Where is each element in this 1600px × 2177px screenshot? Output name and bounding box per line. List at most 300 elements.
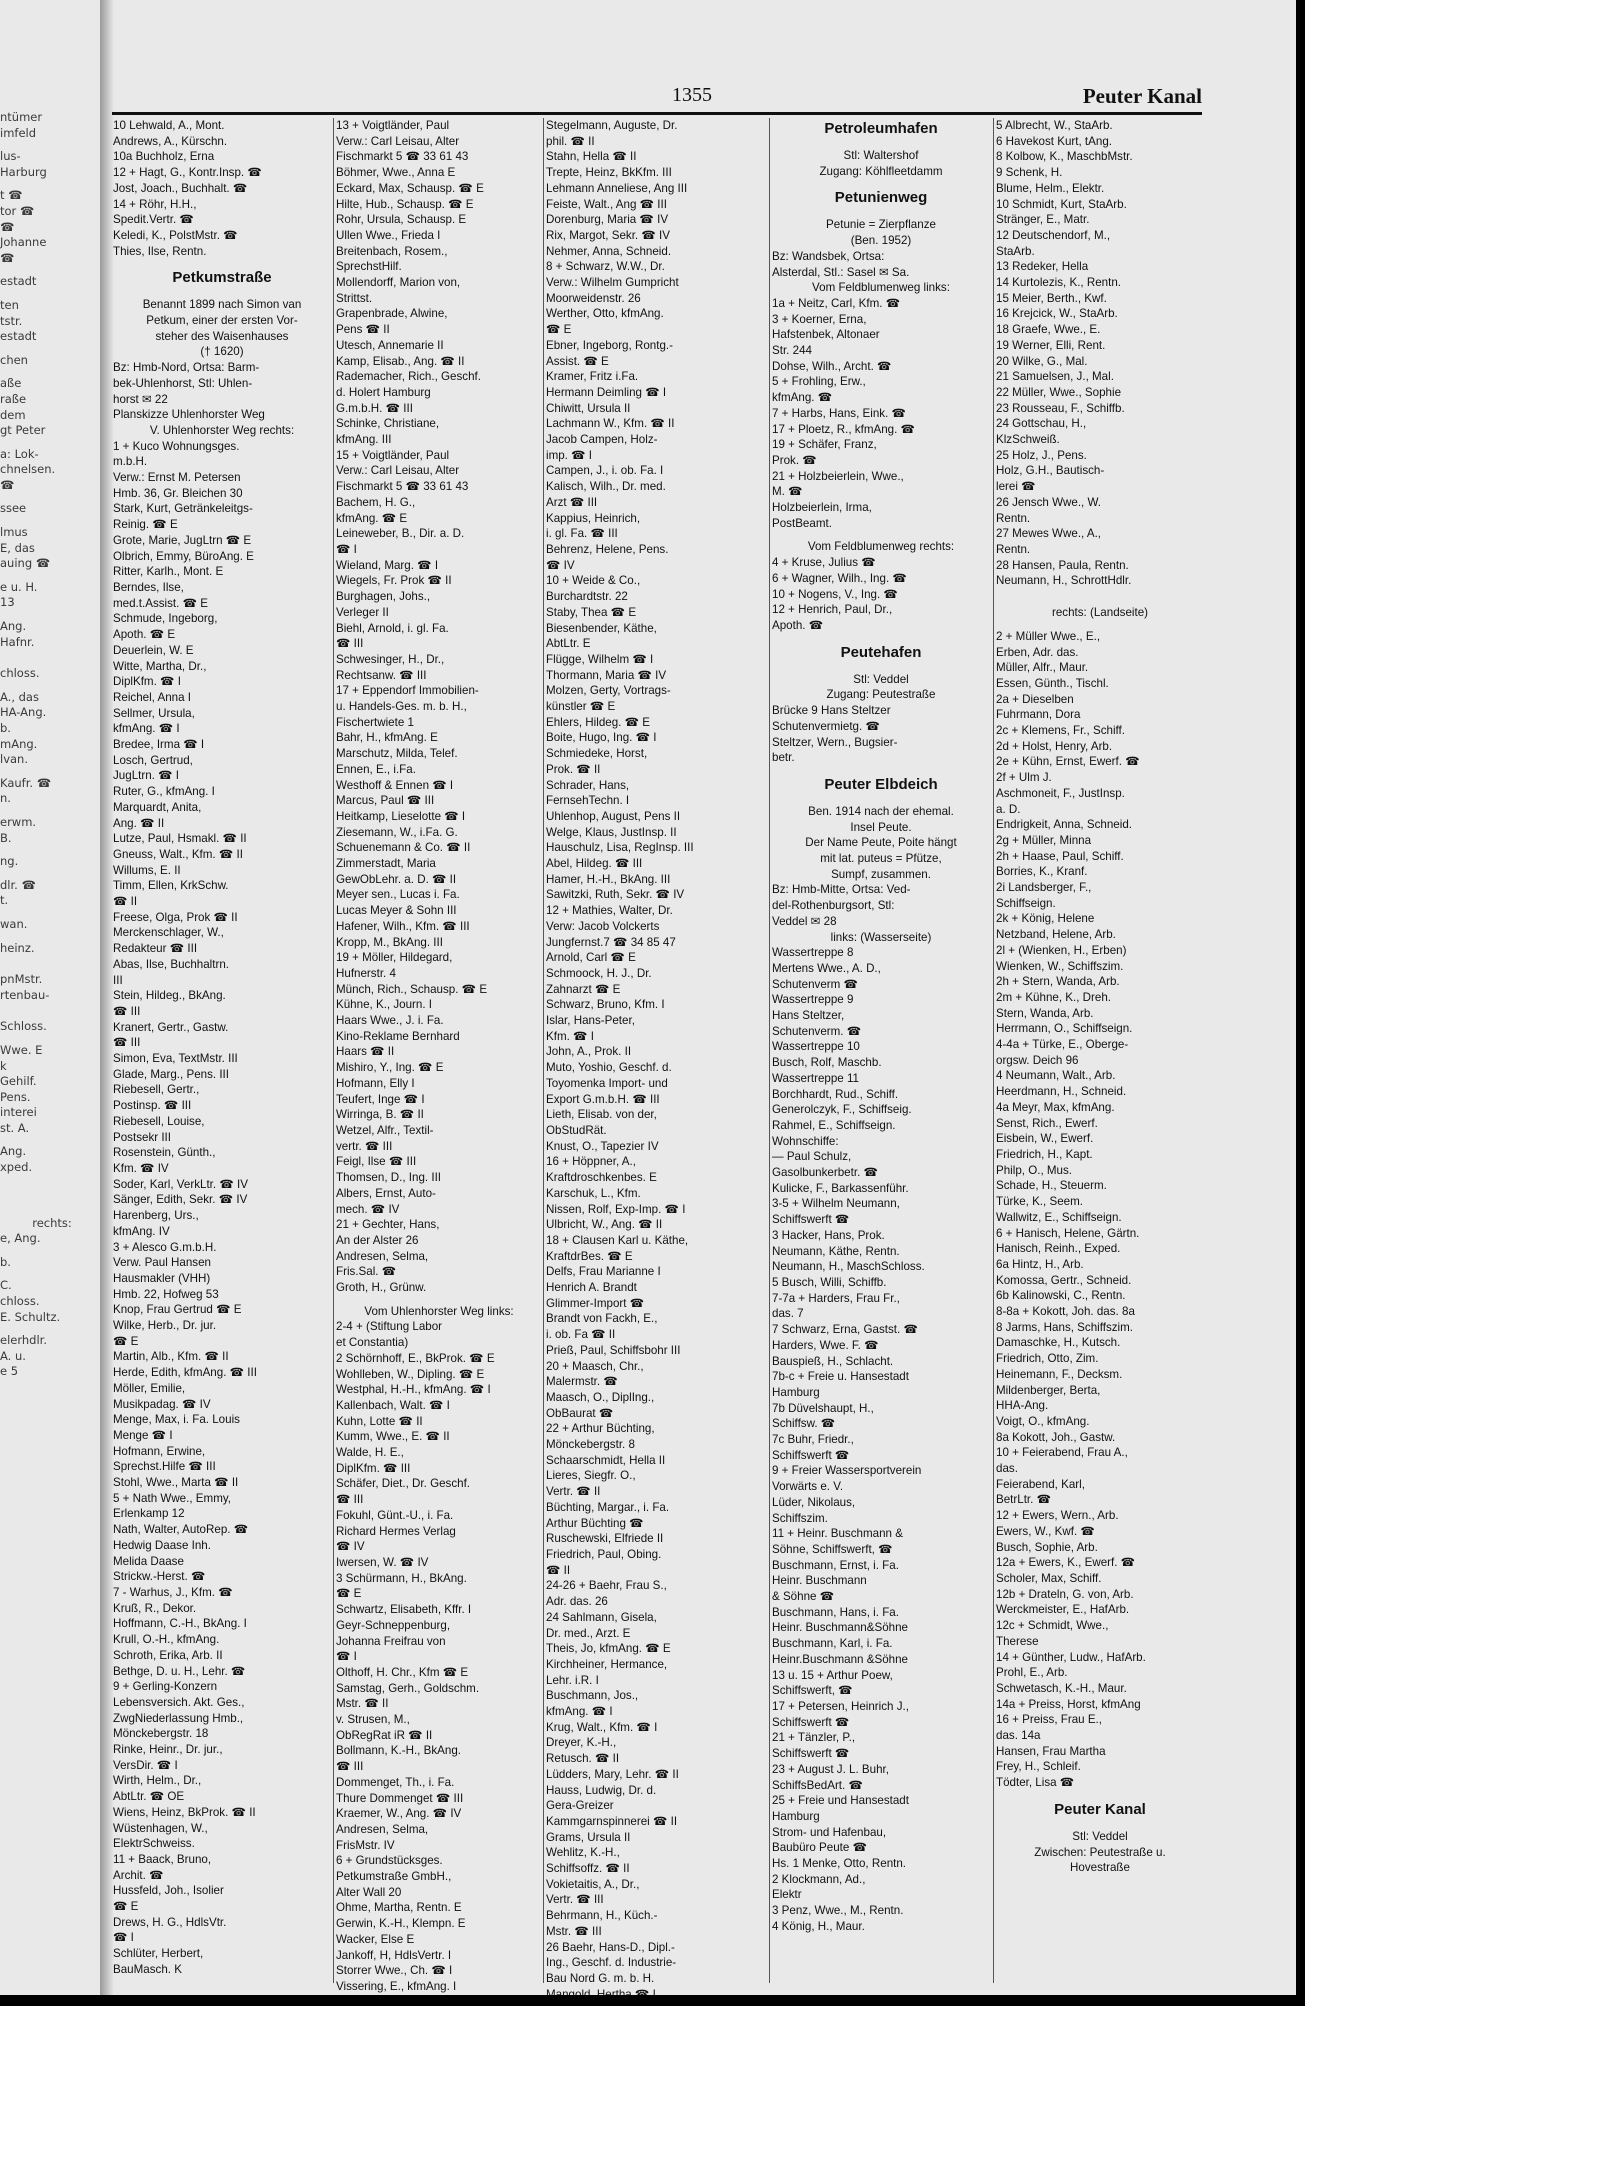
entry-line: Hamburg [772, 1385, 820, 1399]
entry-line: Melida Daase [113, 1554, 184, 1568]
entry-line: († 1620) [200, 345, 244, 359]
street-heading: Petkumstraße [172, 269, 272, 287]
entry-line: Baubüro Peute ☎ [772, 1841, 868, 1855]
entry-line: Uhlenhop, August, Pens II [546, 809, 681, 823]
entry-line: Deuerlein, W. E [113, 643, 194, 657]
entry-line: Müller, Alfr., Maur. [996, 661, 1089, 675]
entry-line: Wassertreppe 10 [772, 1040, 860, 1054]
edge-line [0, 1270, 104, 1278]
entry-line: Kappius, Heinrich, [546, 511, 641, 525]
entry-line: Friedrich, Paul, Obing. [546, 1547, 662, 1561]
entry-line: Werckmeister, E., HafArb. [996, 1603, 1130, 1617]
entry-line: Wiegels, Fr. Prok ☎ II [336, 574, 452, 588]
entry-line: 12 Deutschendorf, M., [996, 228, 1111, 242]
entry-line: Stl: Veddel [853, 672, 909, 686]
entry-line: 14 Kurtolezis, K., Rentn. [996, 276, 1122, 290]
entry-line: 21 + Tänzler, P., [772, 1731, 856, 1745]
edge-line: k [0, 1058, 7, 1073]
entry-line: 6 + Wagner, Wilh., Ing. ☎ [772, 571, 907, 585]
entry-line: Biehl, Arnold, i. gl. Fa. [336, 621, 449, 635]
entry-line: 7 - Warhus, J., Kfm. ☎ [113, 1585, 233, 1599]
entry-line: Grote, Marie, JugLtrn ☎ E [113, 533, 252, 547]
entry-line: Timm, Ellen, KrkSchw. [113, 879, 229, 893]
entry-line: Holzbeierlein, Irma, [772, 501, 872, 515]
entry-line: ☎ III [336, 1493, 364, 1507]
entry-line: Groth, H., Grünw. [336, 1281, 427, 1295]
entry-line: Behrmann, H., Küch.- [546, 1909, 658, 1923]
entry-line: Fris.Sal. ☎ [336, 1265, 397, 1279]
edge-line [0, 611, 104, 619]
entry-line: ☎ E [113, 1900, 139, 1914]
entry-line: mech. ☎ IV [336, 1202, 400, 1216]
edge-line: interei [0, 1105, 37, 1120]
entry-line: 20 + Maasch, Chr., [546, 1359, 644, 1373]
edge-line: C. [0, 1278, 12, 1293]
entry-line: Hauschulz, Lisa, RegInsp. III [546, 841, 694, 855]
entry-line: Kirchheiner, Hermance, [546, 1657, 668, 1671]
edge-line: Kaufr. ☎ [0, 775, 52, 790]
entry-line: Buschmann, Hans, i. Fa. [772, 1605, 899, 1619]
entry-line: Nehmer, Anna, Schneid. [546, 244, 672, 258]
entry-line: 2f + Ulm J. [996, 771, 1052, 785]
entry-line: Hilte, Hub., Schausp. ☎ E [336, 197, 474, 211]
entry-line: Mertens Wwe., A. D., [772, 961, 881, 975]
entry-line: Buschmann, Jos., [546, 1689, 639, 1703]
entry-line: Krull, O.-H., kfmAng. [113, 1633, 220, 1647]
entry-line: Schiffswerft ☎ [772, 1448, 850, 1462]
entry-line: Fischmarkt 5 ☎ 33 61 43 [336, 150, 469, 164]
edge-line [0, 266, 104, 274]
entry-line [113, 289, 331, 297]
entry-line: 6b Kalinowski, C., Rentn. [996, 1289, 1126, 1303]
entry-line: Menge, Max, i. Fa. Louis [113, 1413, 240, 1427]
entry-line [996, 1791, 1204, 1799]
entry-line: 25 Holz, J., Pens. [996, 448, 1087, 462]
edge-line: chloss. [0, 666, 40, 681]
entry-line: ☎ III [113, 1036, 141, 1050]
entry-line: Glade, Marg., Pens. III [113, 1067, 229, 1081]
entry-line: Schwesinger, H., Dr., [336, 652, 445, 666]
entry-line [113, 259, 331, 267]
entry-line: Verw.: Carl Leisau, Alter [336, 464, 460, 478]
entry-line: Bz: Hmb-Mitte, Ortsa: Ved- [772, 883, 911, 897]
entry-line: Meyer sen., Lucas i. Fa. [336, 888, 460, 902]
entry-line: Keledi, K., PolstMstr. ☎ [113, 228, 238, 242]
entry-line: 2 + Müller Wwe., E., [996, 629, 1101, 643]
entry-line: Ruter, G., kfmAng. I [113, 785, 215, 799]
entry-line: 17 + Eppendorf Immobilien- [336, 684, 479, 698]
entry-line: Gera-Greizer [546, 1799, 614, 1813]
entry-line: Friedrich, H., Kapt. [996, 1148, 1093, 1161]
entry-line: Merckenschlager, W., [113, 926, 224, 940]
entry-line: v. Strusen, M., [336, 1713, 410, 1727]
column-1 [113, 118, 331, 1988]
entry-line: Damaschke, H., Kutsch. [996, 1336, 1121, 1350]
street-heading: Petunienweg [834, 189, 928, 207]
entry-line: HHA-Ang. [996, 1399, 1049, 1413]
edge-line: wan. [0, 916, 28, 931]
entry-line: Haars ☎ II [336, 1045, 395, 1059]
entry-line: Staby, Thea ☎ E [546, 605, 637, 619]
entry-line: Schiffswerft, ☎ [772, 1684, 853, 1698]
entry-line: Kuhn, Lotte ☎ II [336, 1414, 423, 1428]
entry-line: 3-5 + Wilhelm Neumann, [772, 1197, 900, 1211]
entry-line: Haars Wwe., J. i. Fa. [336, 1014, 444, 1028]
entry-line: ☎ II [546, 1563, 571, 1577]
entry-line: Hamer, H.-H., BkAng. III [546, 872, 671, 886]
previous-page-edge [0, 110, 104, 1980]
entry-line: Dohse, Wilh., Archt. ☎ [772, 359, 892, 373]
entry-line: Wirth, Helm., Dr., [113, 1774, 202, 1788]
entry-line: 26 Jensch Wwe., W. [996, 495, 1102, 509]
entry-line: Ruschewski, Elfriede II [546, 1532, 664, 1546]
entry-line: Petunie = Zierpflanze [826, 218, 936, 232]
entry-line: Knust, O., Tapezier IV [546, 1139, 659, 1153]
edge-line: dem [0, 407, 26, 422]
entry-line: Biesenbender, Käthe, [546, 621, 657, 635]
entry-line: Rix, Margot, Sekr. ☎ IV [546, 228, 670, 242]
entry-line: Lüdders, Mary, Lehr. ☎ II [546, 1767, 679, 1781]
entry-line: Schäfer, Diet., Dr. Geschf. [336, 1477, 471, 1491]
entry-line: 4 Neumann, Walt., Arb. [996, 1069, 1116, 1083]
entry-line: Henrich A. Brandt [546, 1281, 637, 1295]
entry-line: Grams, Ursula II [546, 1830, 631, 1844]
entry-line: 2h + Haase, Paul, Schiff. [996, 849, 1124, 863]
entry-line: 8 Kolbow, K., MaschbMstr. [996, 150, 1133, 164]
entry-line: PostBeamt. [772, 516, 832, 530]
edge-line: gt Peter [0, 423, 46, 438]
entry-line [772, 531, 990, 539]
entry-line: Burchardtstr. 22 [546, 590, 628, 604]
entry-line: Wassertreppe 9 [772, 993, 854, 1007]
entry-line: Stohl, Wwe., Marta ☎ II [113, 1476, 239, 1490]
edge-line [0, 1184, 104, 1192]
entry-line: Malermstr. ☎ [546, 1375, 618, 1389]
entry-line: Leineweber, B., Dir. a. D. [336, 527, 465, 541]
entry-line: ZwgNiederlassung Hmb., [113, 1711, 244, 1725]
edge-line: Hafnr. [0, 634, 35, 649]
entry-line: Andrews, A., Kürschn. [113, 134, 228, 148]
entry-line: Toyomenka Import- und [546, 1076, 668, 1090]
edge-line: B. [0, 830, 12, 845]
entry-line: Apoth. ☎ E [113, 628, 176, 642]
entry-line: Hermann Deimling ☎ I [546, 385, 667, 399]
entry-line: 2c + Klemens, Fr., Schiff. [996, 724, 1125, 738]
entry-line: 13 u. 15 + Arthur Poew, [772, 1668, 893, 1682]
entry-line: 21 + Gechter, Hans, [336, 1218, 440, 1232]
entry-line: Sprechst.Hilfe ☎ III [113, 1460, 216, 1474]
entry-line: rechts: (Landseite) [1051, 606, 1149, 620]
entry-line: 12a + Ewers, K., Ewerf. ☎ [996, 1556, 1136, 1570]
edge-line: rechts: [32, 1215, 72, 1230]
edge-line: aße [0, 376, 22, 391]
entry-line: Grapenbrade, Alwine, [336, 307, 448, 321]
entry-line: Hofmann, Erwine, [113, 1444, 206, 1458]
entry-line: Jankoff, H, HdlsVertr. I [336, 1948, 452, 1962]
entry-line: Albers, Ernst, Auto- [336, 1186, 436, 1200]
entry-line: Hmb. 22, Hofweg 53 [113, 1287, 219, 1301]
entry-line: 13 Redeker, Hella [996, 260, 1089, 274]
entry-line: Reinig. ☎ E [113, 518, 178, 532]
edge-line: lvan. [0, 752, 28, 767]
entry-line: Verw. Paul Hansen [113, 1256, 211, 1270]
edge-line: Harburg [0, 164, 47, 179]
entry-line: 1 + Kuco Wohnungsges. [113, 439, 240, 453]
edge-line: tstr. [0, 313, 23, 328]
edge-line: rtenbau- [0, 987, 50, 1002]
entry-line: Mstr. ☎ III [546, 1924, 602, 1938]
entry-line: Retusch. ☎ II [546, 1752, 620, 1766]
entry-line: 27 Mewes Wwe., A., [996, 527, 1102, 541]
entry-line: Schiffswerft ☎ [772, 1715, 850, 1729]
entry-line: Neumann, H., SchrottHdlr. [996, 574, 1132, 588]
entry-line: Eckard, Max, Schausp. ☎ E [336, 181, 484, 195]
entry-line: Petkum, einer der ersten Vor- [146, 314, 298, 328]
entry-line: 4 + Kruse, Julius ☎ [772, 556, 876, 570]
entry-line: Tödter, Lisa ☎ [996, 1776, 1075, 1790]
entry-line: Heinr. Buschmann [772, 1574, 867, 1588]
edge-line [0, 345, 104, 353]
entry-line: Riebesell, Louise, [113, 1114, 205, 1128]
entry-line: 21 + Holzbeierlein, Wwe., [772, 469, 904, 483]
entry-line: Rentn. [996, 511, 1031, 525]
entry-line: 24-26 + Baehr, Frau S., [546, 1579, 667, 1593]
entry-line: Blume, Helm., Elektr. [996, 181, 1105, 195]
entry-line: lerei ☎ [996, 480, 1036, 494]
entry-line: FernsehTechn. I [546, 794, 630, 808]
entry-line: Brandt von Fackh, E., [546, 1312, 658, 1326]
entry-line: Söhne, Schiffswerft, ☎ [772, 1542, 893, 1556]
entry-line: 18 + Clausen Karl u. Käthe, [546, 1233, 689, 1247]
entry-line: 7b Düvelshaupt, H., [772, 1401, 874, 1415]
entry-line: Gasolbunkerbetr. ☎ [772, 1166, 878, 1180]
entry-line: Maasch, O., DiplIng., [546, 1390, 655, 1404]
entry-line: & Söhne ☎ [772, 1590, 835, 1604]
entry-line: Vom Feldblumenweg links: [812, 281, 950, 295]
entry-line: Schwetasch, K.-H., Maur. [996, 1681, 1127, 1695]
entry-line: Erben, Adr. das. [996, 645, 1079, 659]
entry-line: Wirringa, B. ☎ II [336, 1108, 424, 1122]
column-divider [769, 118, 770, 1983]
entry-line: Adr. das. 26 [546, 1595, 608, 1609]
edge-line [0, 870, 104, 878]
entry-line: 2g + Müller, Minna [996, 833, 1092, 847]
entry-line: Utesch, Annemarie II [336, 338, 444, 352]
entry-line: Schutenverm ☎ [772, 977, 858, 991]
entry-line: Postinsp. ☎ III [113, 1099, 192, 1113]
entry-line: Feigl, Ilse ☎ III [336, 1155, 417, 1169]
entry-line: Nath, Walter, AutoRep. ☎ [113, 1523, 249, 1537]
entry-line: Rohr, Ursula, Schausp. E [336, 213, 467, 227]
entry-line: Mönckebergstr. 8 [546, 1438, 635, 1452]
entry-line: 7c Buhr, Friedr., [772, 1433, 854, 1447]
entry-line: Vom Feldblumenweg rechts: [807, 540, 955, 554]
entry-line: Erlenkamp 12 [113, 1507, 185, 1521]
entry-line: Musikpadag. ☎ IV [113, 1397, 211, 1411]
entry-line: 15 Meier, Berth., Kwf. [996, 291, 1107, 305]
entry-line: vertr. ☎ III [336, 1139, 393, 1153]
street-heading: Petroleumhafen [824, 120, 938, 137]
entry-line: AbtLtr. E [546, 637, 591, 651]
column-divider [333, 118, 334, 1983]
entry-line: Thormann, Maria ☎ IV [546, 668, 667, 682]
edge-line: pnMstr. [0, 972, 43, 987]
edge-line: ssee [0, 501, 27, 516]
entry-line: Abas, Ilse, Buchhaltrn. [113, 957, 229, 971]
edge-line: b. [0, 721, 11, 735]
entry-line: 12 + Ewers, Wern., Arb. [996, 1509, 1119, 1523]
edge-line [0, 493, 104, 501]
column-2 [336, 118, 542, 1993]
entry-line: Vom Uhlenhorster Weg links: [364, 1304, 514, 1318]
entry-line: Essen, Günth., Tischl. [996, 676, 1109, 690]
entry-line: 13 + Voigtländer, Paul [336, 119, 450, 132]
entry-line: Strittst. [336, 291, 373, 305]
entry-line [772, 179, 990, 187]
entry-line: Lehr. i.R. I [546, 1673, 599, 1687]
edge-line: auing ☎ [0, 556, 51, 571]
entry-line: 9 + Freier Wassersportverein [772, 1464, 922, 1478]
edge-line [0, 1011, 104, 1019]
edge-line: heinz. [0, 940, 35, 955]
entry-line: 23 Rousseau, F., Schiffb. [996, 401, 1125, 415]
entry-line: 5 Albrecht, W., StaArb. [996, 119, 1113, 132]
entry-line: Rademacher, Rich., Geschf. [336, 370, 481, 384]
entry-line: Der Name Peute, Poite hängt [805, 836, 957, 850]
entry-line: Fokuhl, Günt.-U., i. Fa. [336, 1508, 454, 1522]
entry-line: 5 + Nath Wwe., Emmy, [113, 1491, 232, 1505]
entry-line [772, 634, 990, 642]
entry-line: Vertr. ☎ II [546, 1485, 601, 1499]
entry-line: Vokietaitis, A., Dr., [546, 1877, 640, 1891]
entry-line: Verw.: Ernst M. Petersen [113, 471, 241, 485]
entry-line: Schmoock, H. J., Dr. [546, 966, 652, 980]
entry-line: 6a Hintz, H., Arb. [996, 1257, 1084, 1271]
entry-line: Eisbein, W., Ewerf. [996, 1132, 1094, 1146]
entry-line: Redakteur ☎ III [113, 942, 198, 956]
entry-line: ☎ III [336, 1760, 364, 1774]
street-heading: Peutehafen [840, 643, 922, 661]
entry-line: Sellmer, Ursula, [113, 706, 195, 720]
entry-line: 12 + Hagt, G., Kontr.Insp. ☎ [113, 166, 262, 180]
entry-line: Buschmann, Ernst, i. Fa. [772, 1558, 899, 1572]
entry-line [772, 209, 990, 217]
entry-line: Kfm. ☎ I [546, 1029, 594, 1043]
entry-line: ☎ E [336, 1587, 362, 1601]
edge-line: a: Lok- [0, 446, 39, 461]
entry-line: Kranert, Gertr., Gastw. [113, 1020, 229, 1034]
entry-line: Sänger, Edith, Sekr. ☎ IV [113, 1193, 248, 1207]
entry-line: Ulbricht, W., Ang. ☎ II [546, 1218, 663, 1232]
entry-line: Pens ☎ II [336, 323, 390, 337]
entry-line: VersDir. ☎ I [113, 1758, 178, 1772]
edge-line: chnelsen. [0, 462, 56, 477]
entry-line: Rentn. [996, 542, 1031, 556]
entry-line: Delfs, Frau Marianne I [546, 1265, 661, 1279]
entry-line: Walde, H. E., [336, 1446, 404, 1460]
blank-area [0, 2006, 1305, 2177]
entry-line: Stark, Kurt, Getränkeleitgs- [113, 502, 253, 516]
entry-line: Schwarz, Bruno, Kfm. I [546, 998, 665, 1012]
entry-line: med.t.Assist. ☎ E [113, 596, 208, 610]
entry-line: Rosenstein, Günth., [113, 1146, 216, 1160]
entry-line: Arthur Büchting ☎ [546, 1516, 644, 1530]
entry-line: 19 + Schäfer, Franz, [772, 438, 877, 452]
entry-line: 2-4 + (Stiftung Labor [336, 1320, 443, 1334]
edge-line: E, das [0, 540, 35, 555]
entry-line: ☎ III [336, 637, 364, 651]
entry-line: Hauss, Ludwig, Dr. d. [546, 1783, 657, 1797]
entry-line: Westphal, H.-H., kfmAng. ☎ I [336, 1383, 491, 1397]
edge-line [0, 1200, 104, 1208]
edge-line [0, 180, 104, 188]
edge-line: t ☎ [0, 188, 23, 203]
entry-line: 8 + Schwarz, W.W., Dr. [546, 260, 665, 274]
entry-line: Wiens, Heinz, BkProk. ☎ II [113, 1805, 256, 1819]
edge-line [0, 517, 104, 525]
entry-line: Hans Steltzer, [772, 1009, 845, 1023]
entry-line: horst ✉ 22 [113, 392, 168, 406]
entry-line: 2e + Kühn, Ernst, Ewerf. ☎ [996, 755, 1140, 769]
entry-line: Kraemer, W., Ang. ☎ IV [336, 1807, 462, 1821]
entry-line: 7-7a + Harders, Frau Fr., [772, 1291, 900, 1305]
entry-line: Thies, Ilse, Rentn. [113, 244, 207, 258]
entry-line: del-Rothenburgsort, Stl: [772, 899, 895, 913]
edge-line: A., das [0, 689, 39, 704]
entry-line: GewObLehr. a. D. ☎ II [336, 872, 457, 886]
entry-line: 11 + Heinr. Buschmann & [772, 1527, 903, 1541]
entry-line: kfmAng. IV [113, 1224, 170, 1238]
entry-line: i. ob. Fa ☎ II [546, 1328, 616, 1342]
entry-line: 21 Samuelsen, J., Mal. [996, 370, 1114, 384]
scan-bottom-bar [0, 1995, 1305, 2006]
entry-line: Alsterdal, Stl.: Sasel ✉ Sa. [772, 265, 910, 279]
entry-line: 12b + Drateln, G. von, Arb. [996, 1587, 1134, 1601]
entry-line: Mildenberger, Berta, [996, 1383, 1101, 1397]
entry-line: d. Holert Hamburg [336, 385, 431, 399]
entry-line: Ebner, Ingeborg, Rontg.- [546, 338, 673, 352]
entry-line: Kfm. ☎ IV [113, 1162, 169, 1175]
entry-line: Lieth, Elisab. von der, [546, 1108, 657, 1122]
entry-line: Holz, G.H., Bautisch- [996, 464, 1105, 478]
edge-line: n. [0, 791, 11, 806]
entry-line: 4a Meyr, Max, kfmAng. [996, 1100, 1115, 1114]
edge-line: Pens. [0, 1089, 31, 1104]
entry-line: Insel Peute. [850, 820, 912, 834]
entry-line: M. ☎ [772, 485, 803, 499]
edge-line: xped. [0, 1160, 33, 1175]
entry-line: Andresen, Selma, [336, 1249, 429, 1263]
entry-line: Zwischen: Peutestraße u. [1034, 1845, 1166, 1859]
entry-line: Zimmerstadt, Maria [336, 857, 436, 871]
entry-line: 2l + (Wienken, H., Erben) [996, 943, 1127, 957]
entry-line: Rahmel, E., Schiffseign. [772, 1118, 896, 1132]
edge-line: imfeld [0, 125, 37, 140]
entry-line: Wilke, Herb., Dr. jur. [113, 1319, 217, 1333]
entry-line: Hamburg [772, 1809, 820, 1823]
entry-line: 2h + Stern, Wanda, Arb. [996, 975, 1120, 989]
edge-line [0, 141, 104, 149]
entry-line: 4 König, H., Maur. [772, 1919, 865, 1933]
entry-line: Fischertwiete 1 [336, 715, 414, 729]
entry-line: Prohl, E., Arb. [996, 1666, 1068, 1680]
entry-line: 16 + Preiss, Frau E., [996, 1713, 1102, 1727]
entry-line: Kropp, M., BkAng. III [336, 935, 443, 949]
entry-line: Wacker, Else E [336, 1932, 415, 1946]
entry-line: Apoth. ☎ [772, 618, 824, 632]
entry-line: Generolczyk, F., Schiffseig. [772, 1103, 912, 1117]
entry-line: Kruß, R., Dekor. [113, 1601, 197, 1615]
